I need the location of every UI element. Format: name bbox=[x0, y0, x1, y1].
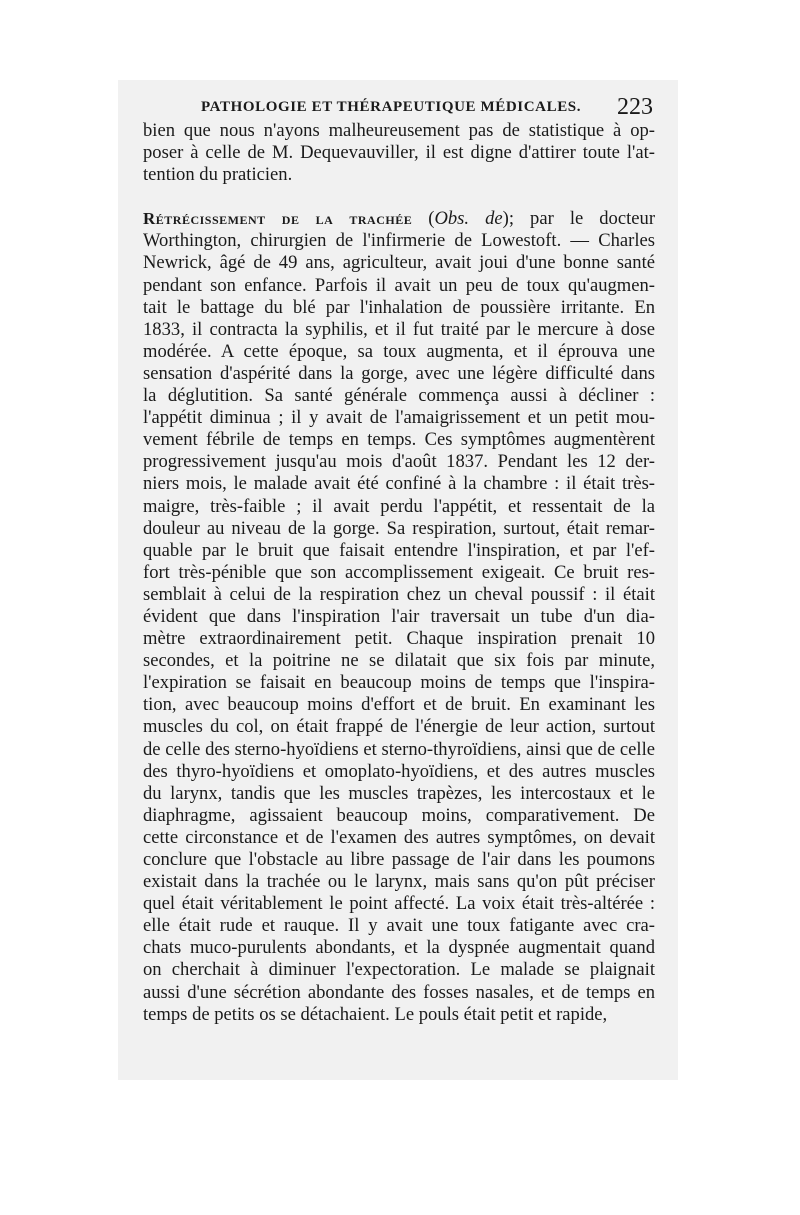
text-line: tait le battage du blé par l'inhalation de poussière irritante. En bbox=[143, 296, 655, 318]
section-heading: Rétrécissement de la trachée bbox=[143, 209, 413, 229]
text-line: aussi d'une sécrétion abondante des fosses nasales, et de temps en bbox=[143, 981, 655, 1003]
text-line: vement fébrile de temps en temps. Ces symptômes augmentèrent bbox=[143, 429, 655, 451]
section-first-line bbox=[143, 208, 655, 230]
text-line: Newrick, âgé de 49 ans, agriculteur, avait joui d'une bonne santé bbox=[143, 252, 655, 274]
text-line: du larynx, tandis que les muscles trapèzes, les intercostaux et le bbox=[143, 782, 655, 804]
page-number: 223 bbox=[617, 94, 653, 120]
text-line: tion, avec beaucoup moins d'effort et de bruit. En examinant les bbox=[143, 694, 655, 716]
text-line: poser à celle de M. Dequevauviller, il est digne d'attirer toute l'at- bbox=[143, 142, 655, 164]
text-line: des thyro-hyoïdiens et omoplato-hyoïdiens, et des autres muscles bbox=[143, 760, 655, 782]
text-line: douleur au niveau de la gorge. Sa respiration, surtout, était remar- bbox=[143, 517, 655, 539]
text-line: semblait à celui de la respiration chez un cheval poussif : il était bbox=[143, 583, 655, 605]
citation-open: ( bbox=[412, 208, 435, 230]
text-line: muscles du col, on était frappé de l'énergie de leur action, surtout bbox=[143, 716, 655, 738]
body-text bbox=[143, 120, 655, 1026]
text-line: la déglutition. Sa santé générale commença aussi à décliner : bbox=[143, 385, 655, 407]
citation: Obs. de bbox=[434, 208, 503, 230]
text-line: fort très-pénible que son accomplissement exigeait. Ce bruit res- bbox=[143, 561, 655, 583]
text-line: l'appétit diminua ; il y avait de l'amaigrissement et un petit mou- bbox=[143, 407, 655, 429]
text-line: pendant son enfance. Parfois il avait un peu de toux qu'augmen- bbox=[143, 274, 655, 296]
text-line: 1833, il contracta la syphilis, et il fut traité par le mercure à dose bbox=[143, 318, 655, 340]
text-line: chats muco-purulents abondants, et la dyspnée augmentait quand bbox=[143, 937, 655, 959]
text-line: on cherchait à diminuer l'expectoration. Le malade se plaignait bbox=[143, 959, 655, 981]
text-line: temps de petits os se détachaient. Le pouls était petit et rapide, bbox=[143, 1003, 608, 1025]
text-line: mètre extraordinairement petit. Chaque inspiration prenait 10 bbox=[143, 628, 655, 650]
section-paragraph bbox=[143, 230, 655, 1025]
text-line: modérée. A cette époque, sa toux augmenta, et il éprouva une bbox=[143, 340, 655, 362]
running-title: PATHOLOGIE ET THÉRAPEUTIQUE MÉDICALES. bbox=[201, 99, 582, 115]
text-line: de celle des sterno-hyoïdiens et sterno-thyroïdiens, ainsi que de celle bbox=[143, 738, 655, 760]
text-line: existait dans la trachée ou le larynx, mais sans qu'on pût préciser bbox=[143, 871, 655, 893]
text-line: quable par le bruit que faisait entendre l'inspiration, et par l'ef- bbox=[143, 539, 655, 561]
text-line: sensation d'aspérité dans la gorge, avec une légère difficulté dans bbox=[143, 362, 655, 384]
text-line: Worthington, chirurgien de l'infirmerie de Lowestoft. — Charles bbox=[143, 230, 655, 252]
text-line: elle était rude et rauque. Il y avait une toux fatigante avec cra- bbox=[143, 915, 655, 937]
text-line: évident que dans l'inspiration l'air traversait un tube d'un dia- bbox=[143, 605, 655, 627]
paragraph-gap bbox=[143, 186, 655, 208]
text-line: cette circonstance et de l'examen des autres symptômes, on devait bbox=[143, 826, 655, 848]
text-line: diaphragme, agissaient beaucoup moins, comparativement. De bbox=[143, 804, 655, 826]
text-line: l'expiration se faisait en beaucoup moins de temps que l'inspira- bbox=[143, 672, 655, 694]
text-line: progressivement jusqu'au mois d'août 1837. Pendant les 12 der- bbox=[143, 451, 655, 473]
text-line: conclure que l'obstacle au libre passage de l'air dans les poumons bbox=[143, 849, 655, 870]
text-line: maigre, très-faible ; il avait perdu l'appétit, et ressentait de la bbox=[143, 495, 655, 517]
first-line-rest: ); par le docteur bbox=[502, 208, 655, 230]
text-line: tention du praticien. bbox=[143, 164, 293, 186]
text-line: quel était véritablement le point affecté. La voix était très-altérée : bbox=[143, 893, 655, 915]
text-line: bien que nous n'ayons malheureusement pas de statistique à op- bbox=[143, 120, 655, 141]
text-line: niers mois, le malade avait été confiné à la chambre : il était très- bbox=[143, 473, 655, 495]
text-line: secondes, et la poitrine ne se dilatait que six fois par minute, bbox=[143, 650, 655, 672]
